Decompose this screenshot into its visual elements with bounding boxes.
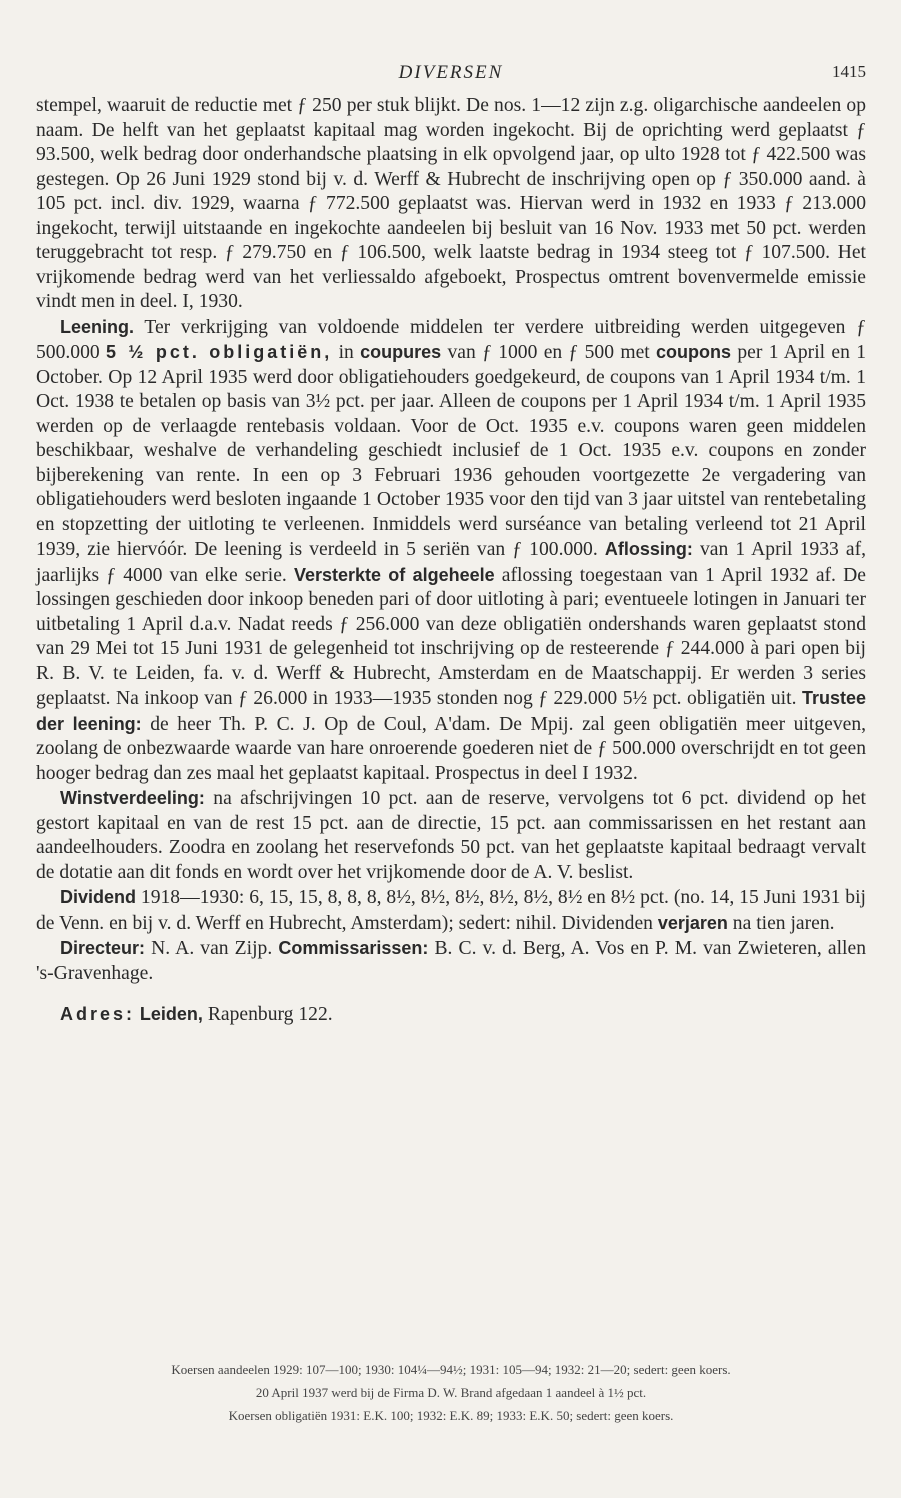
coupures-label: coupures [360, 342, 442, 362]
rate-label: 5 ½ pct. obligatiën, [106, 342, 333, 362]
versterkte-label: Versterkte of algeheele [293, 564, 495, 585]
text-run: Ter verkrijging van voldoende middelen ter verdere uitbreiding werden uitgegeven ƒ 500.000 [36, 316, 866, 363]
aflossing-label: Aflossing: [604, 539, 693, 559]
body-text [36, 94, 866, 1028]
paragraph-directeur [36, 936, 866, 986]
leening-label: Leening. [60, 316, 135, 337]
paragraph-stempel: stempel, waaruit de reductie met ƒ 250 per stuk blijkt. De nos. 1—12 zijn z.g. oligarchische aandeelen op naam. De helft van het geplaatst kapitaal mag worden ingekocht. Bij de oprichting werd geplaatst ƒ 93.500, welk bedrag door onderhandsche plaatsing in elk opvolgend jaar, op ulto 1928 tot ƒ 422.500 was gestegen. Op 26 Juni 1929 stond bij v. d. Werff & Hubrecht de inschrijving open op ƒ 350.000 aand. à 105 pct. incl. div. 1929, waarna ƒ 772.500 geplaatst was. Hiervan werd in 1932 en 1933 ƒ 213.000 ingekocht, terwijl uitstaande en ingekochte aandeelen bij besluit van 16 Nov. 1933 met 50 pct. werden teruggebracht tot resp. ƒ 279.750 en ƒ 106.500, welk laatste bedrag in 1934 steeg tot ƒ 107.500. Het vrijkomende bedrag werd van het verliessaldo afgeboekt, Prospectus omtrent bovenvermelde emissie vindt men in deel. I, 1930. [36, 95, 866, 312]
directeur-label: Directeur: [60, 938, 146, 958]
text-run: na tien jaren. [727, 912, 835, 934]
adres-city: Leiden, [139, 1004, 203, 1024]
paragraph-dividend [36, 885, 866, 936]
footer-line-brand: 20 April 1937 werd bij de Firma D. W. Brand afgedaan 1 aandeel à 1½ pct. [255, 1385, 647, 1400]
coupons-label: coupons [656, 342, 732, 362]
commissarissen-label: Commissarissen: [278, 938, 429, 958]
footer-line-obligatien: Koersen obligatiën 1931: E.K. 100; 1932: E.K. 89; 1933: E.K. 50; sedert: geen koers. [228, 1408, 674, 1423]
running-header [36, 62, 866, 88]
koersen-footer [36, 1358, 866, 1427]
footer-line-aandeelen: Koersen aandeelen 1929: 107—100; 1930: 104¼—94½; 1931: 105—94; 1932: 21—20; sedert: geen koers. [171, 1362, 731, 1377]
paragraph-leening [36, 315, 866, 787]
text-run: B. C. v. d. Berg, A. Vos en P. M. van Zwieteren, allen 's-Gravenhage. [36, 938, 866, 984]
text-run: 1918—1930: 6, 15, 15, 8, 8, 8, 8½, 8½, 8½, 8½, 8½, 8½ en 8½ pct. (no. 14, 15 Juni 1931 bij de Venn. en bij v. d. Werff en Hubrecht, Amsterdam); sedert: nihil. Dividenden [36, 887, 866, 934]
section-title: DIVERSEN [398, 62, 504, 83]
adres-street: Rapenburg 122. [202, 1004, 333, 1025]
text-run: N. A. van Zijp. [145, 938, 279, 959]
verjaren-label: verjaren [657, 912, 728, 933]
text-run: in [332, 342, 361, 363]
text-run: per 1 April en 1 October. Op 12 April 1935 werd door obligatiehouders goedgekeurd, de coupons van 1 April 1934 t/m. 1 Oct. 1938 te betalen op basis van 3½ pct. per jaar. Alleen de coupons per 1 April 1934 t/m. 1 April 1935 werden op de verlaagde rentebasis voldaan. Voor de Oct. 1935 e.v. coupons waren geen middelen beschikbaar, weshalve de verhandeling geschiedt inclusief de 1 Oct. 1935 e.v. coupons en zonder bijberekening van rente. In een op 3 Februari 1936 gehouden voortgezette 2e vergadering van obligatiehouders werd besloten ingaande 1 October 1935 voor den tijd van 3 jaar uitstel van rentebetaling en stopzetting der uitloting te verleenen. Inmiddels werd surséance van betaling verleend tot 21 April 1939, zie hiervóór. De leening is verdeeld in 5 seriën van ƒ 100.000. [36, 342, 866, 560]
text-run: van 1 April 1933 af, jaarlijks ƒ 4000 van elke serie. [36, 539, 866, 586]
trustee-label: Trustee der leening: [36, 688, 866, 734]
paragraph-adres [36, 1002, 866, 1028]
text-run: aflossing toegestaan van 1 April 1932 af. De lossingen geschieden door inkoop beneden pari of door uitloting à pari; eventueele lotingen in Januari ter uitbetaling 1 April d.a.v. Nadat reeds ƒ 256.000 van deze obligatiën ondershands waren geplaatst stond van 29 Mei tot 15 Juni 1931 de gelegenheid tot inschrijving op de resteerende ƒ 244.000 à pari open bij R. B. V. te Leiden, fa. v. d. Werff & Hubrecht, Amsterdam en de Maatschappij. Er werden 3 series geplaatst. Na inkoop van ƒ 26.000 in 1933—1935 stonden nog ƒ 229.000 5½ pct. obligatiën uit. [36, 564, 866, 709]
text-run: de heer Th. P. C. J. Op de Coul, A'dam. De Mpij. zal geen obligatiën meer uitgeven, zoolang de onbezwaarde waarde van hare onroerende goederen niet de ƒ 500.000 overschrijdt en tot geen hooger bedrag dan zes maal het geplaatst kapitaal. Prospectus in deel I 1932. [36, 713, 867, 784]
text-run: van ƒ 1000 en ƒ 500 met [441, 342, 657, 363]
winstverdeeling-label: Winstverdeeling: [60, 788, 205, 808]
dividend-label: Dividend [60, 887, 137, 907]
page-number: 1415 [832, 62, 866, 81]
paragraph-winstverdeeling [36, 786, 866, 885]
text-run: na afschrijvingen 10 pct. aan de reserve, vervolgens tot 6 pct. dividend op het gestort kapitaal en van de rest 15 pct. aan de directie, 15 pct. aan commissarissen en het restant aan aandeelhouders. Zoodra en zoolang het reservefonds 50 pct. van het geplaatste kapitaal bedraagt vervalt de dotatie aan dit fonds en wordt over het vrijkomende door de A. V. beslist. [36, 788, 866, 883]
adres-label: Adres: [60, 1004, 136, 1024]
